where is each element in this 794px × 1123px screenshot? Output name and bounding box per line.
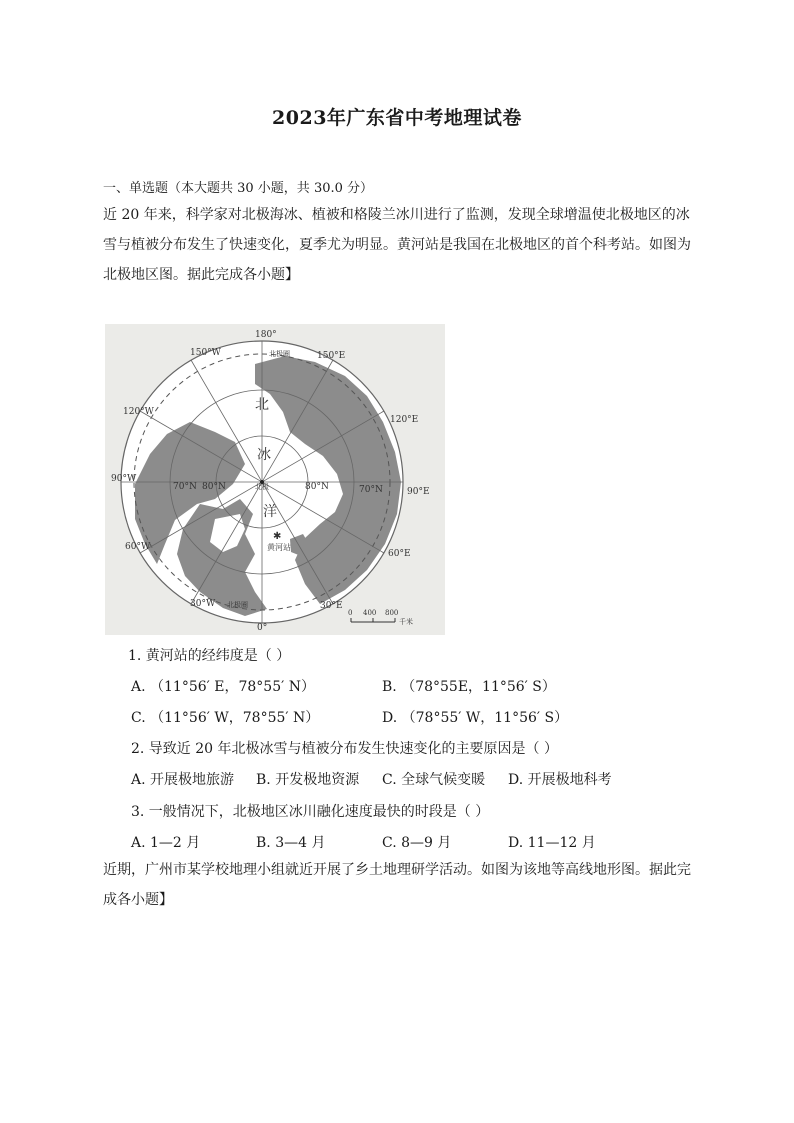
lon-label-60w: 60°W bbox=[125, 542, 151, 552]
question-2-stem: 2. 导致近 20 年北极冰雪与植被分布发生快速变化的主要原因是（ ） bbox=[131, 741, 558, 757]
lon-label-90w: 90°W bbox=[111, 474, 137, 484]
ocean-char-2: 冰 bbox=[257, 447, 271, 463]
question-1-stem: 1. 黄河站的经纬度是（ ） bbox=[128, 648, 291, 664]
intro-paragraph-2: 近期，广州市某学校地理小组就近开展了乡土地理研学活动。如图为该地等高线地形图。据此完成各小题】 bbox=[103, 862, 691, 908]
question-3-option-d: D. 11—12 月 bbox=[508, 835, 596, 851]
scale-tick-0: 0 bbox=[348, 609, 353, 617]
lon-label-0: 0° bbox=[257, 623, 268, 633]
question-1-option-a: A. （11°56′ E，78°55′ N） bbox=[131, 679, 315, 695]
lon-label-60e: 60°E bbox=[388, 549, 411, 559]
question-1-option-b: B. （78°55E，11°56′ S） bbox=[382, 679, 556, 695]
question-2-option-a: A. 开展极地旅游 bbox=[131, 772, 235, 788]
station-label: 黄河站 bbox=[267, 543, 291, 552]
lon-label-30e: 30°E bbox=[320, 601, 343, 611]
question-2-option-d: D. 开展极地科考 bbox=[508, 772, 612, 788]
station-star-icon: ✱ bbox=[273, 531, 282, 542]
lon-label-120w: 120°W bbox=[123, 407, 154, 417]
question-3-stem: 3. 一般情况下，北极地区冰川融化速度最快的时段是（ ） bbox=[131, 804, 490, 820]
arctic-circle-label-bottom: 北极圈 bbox=[227, 601, 248, 609]
lon-label-120e: 120°E bbox=[390, 415, 419, 425]
intro-paragraph-1: 近 20 年来，科学家对北极海冰、植被和格陵兰冰川进行了监测，发现全球增温使北极地区的冰雪与植被分布发生了快速变化，夏季尤为明显。黄河站是我国在北极地区的首个科考站。如图为北极地区图。据此完成各小题】 bbox=[103, 207, 691, 283]
question-3-option-b: B. 3—4 月 bbox=[256, 835, 326, 851]
question-2-option-c: C. 全球气候变暖 bbox=[382, 772, 486, 788]
lon-label-150w: 150°W bbox=[190, 348, 221, 358]
arctic-map-svg bbox=[105, 324, 445, 635]
lon-label-30w: 30°W bbox=[190, 599, 216, 609]
question-2-option-b: B. 开发极地资源 bbox=[256, 772, 360, 788]
question-3-option-c: C. 8—9 月 bbox=[382, 835, 452, 851]
lon-label-150e: 150°E bbox=[317, 351, 346, 361]
lon-label-180: 180° bbox=[255, 330, 277, 340]
scale-tick-800: 800 bbox=[385, 609, 399, 617]
question-1-option-d: D. （78°55′ W，11°56′ S） bbox=[382, 710, 569, 726]
lon-label-90e: 90°E bbox=[407, 487, 430, 497]
ocean-char-3: 洋 bbox=[263, 504, 277, 520]
scale-bar bbox=[348, 609, 413, 626]
page-title: 2023年广东省中考地理试卷 bbox=[272, 107, 522, 129]
question-1-option-c: C. （11°56′ W，78°55′ N） bbox=[131, 710, 320, 726]
scale-unit: 千米 bbox=[399, 618, 413, 626]
ocean-char-1: 北 bbox=[255, 397, 269, 413]
lat-label-80n-left: 80°N bbox=[202, 482, 226, 492]
pole-label: 北极 bbox=[255, 483, 269, 491]
lat-label-70n-right: 70°N bbox=[359, 485, 383, 495]
arctic-circle-label-top: 北极圈 bbox=[269, 350, 290, 358]
section-heading: 一、单选题（本大题共 30 小题，共 30.0 分） bbox=[103, 181, 374, 196]
scale-tick-400: 400 bbox=[363, 609, 377, 617]
lat-label-70n-left: 70°N bbox=[173, 482, 197, 492]
arctic-map bbox=[105, 324, 445, 635]
lat-label-80n-right: 80°N bbox=[305, 482, 329, 492]
question-3-option-a: A. 1—2 月 bbox=[131, 835, 201, 851]
